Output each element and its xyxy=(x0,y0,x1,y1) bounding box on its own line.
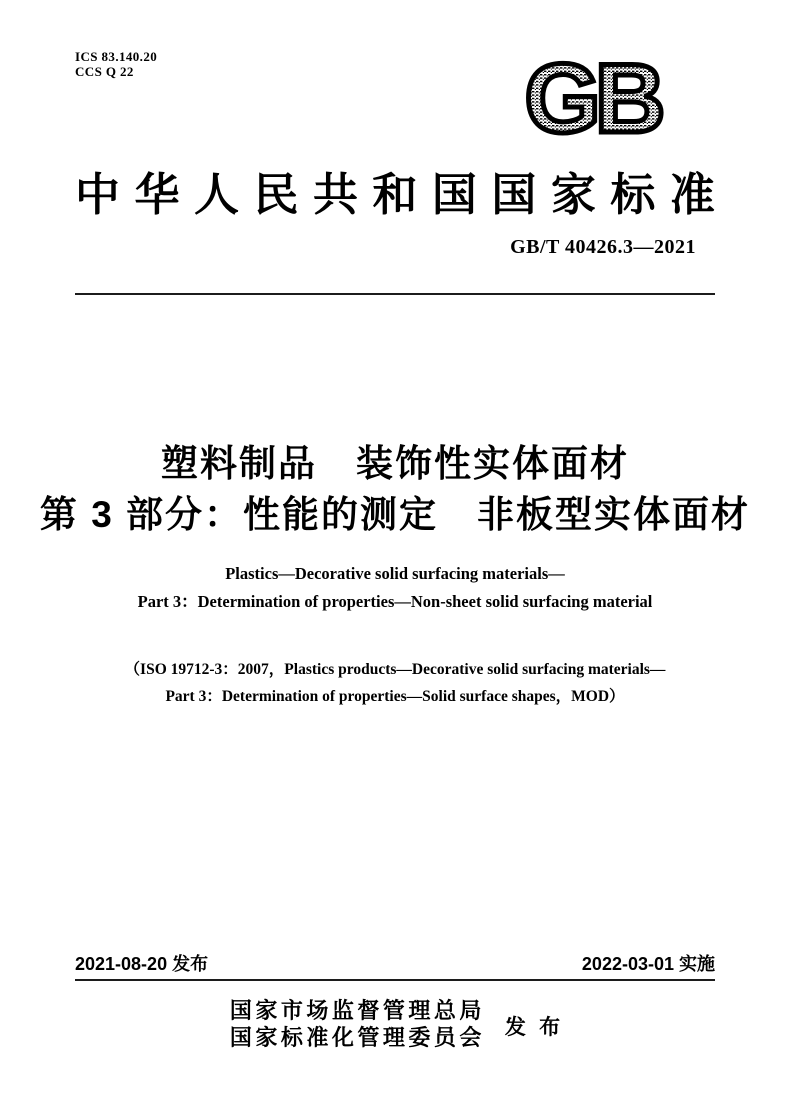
implement-date: 2022-03-01 实施 xyxy=(581,954,715,974)
national-standard-heading: 中 华 人 民 共 和 国 国 家 标 准 xyxy=(75,170,715,220)
gb-logo-letters: GB xyxy=(524,56,660,144)
dates-row xyxy=(75,950,715,976)
issuer-block xyxy=(0,997,790,1051)
top-rule xyxy=(75,293,715,295)
ccs-code: CCS Q 22 xyxy=(75,64,134,79)
iso-adoption-note xyxy=(0,656,790,710)
english-title-line2: Part 3：Determination of properties—Non-sheet solid surfacing material xyxy=(137,592,653,611)
gb-logo-icon xyxy=(516,56,668,144)
chinese-title-line2: 第 3 部分：性能的测定 非板型实体面材 xyxy=(39,494,751,535)
chinese-title xyxy=(0,438,790,540)
issue-date: 2021-08-20 发布 xyxy=(75,954,209,974)
issuer-names xyxy=(230,997,485,1051)
english-title xyxy=(0,560,790,616)
classification-codes xyxy=(75,49,157,79)
iso-note-line2: Part 3：Determination of properties—Solid surface shapes，MOD） xyxy=(165,688,625,705)
ics-code: ICS 83.140.20 xyxy=(75,49,158,64)
publish-label: 发 布 xyxy=(504,1015,561,1039)
issuer-line2: 国家标准化管理委员会 xyxy=(229,1025,485,1050)
standard-number: GB/T 40426.3—2021 xyxy=(510,236,696,258)
bottom-rule xyxy=(75,979,715,981)
chinese-title-line1: 塑料制品 装饰性实体面材 xyxy=(161,443,629,484)
english-title-line1: Plastics—Decorative solid surfacing materials— xyxy=(225,564,565,583)
iso-note-line1: （ISO 19712-3：2007，Plastics products—Decorative solid surfacing materials— xyxy=(124,661,666,678)
issuer-line1: 国家市场监督管理总局 xyxy=(229,998,485,1023)
